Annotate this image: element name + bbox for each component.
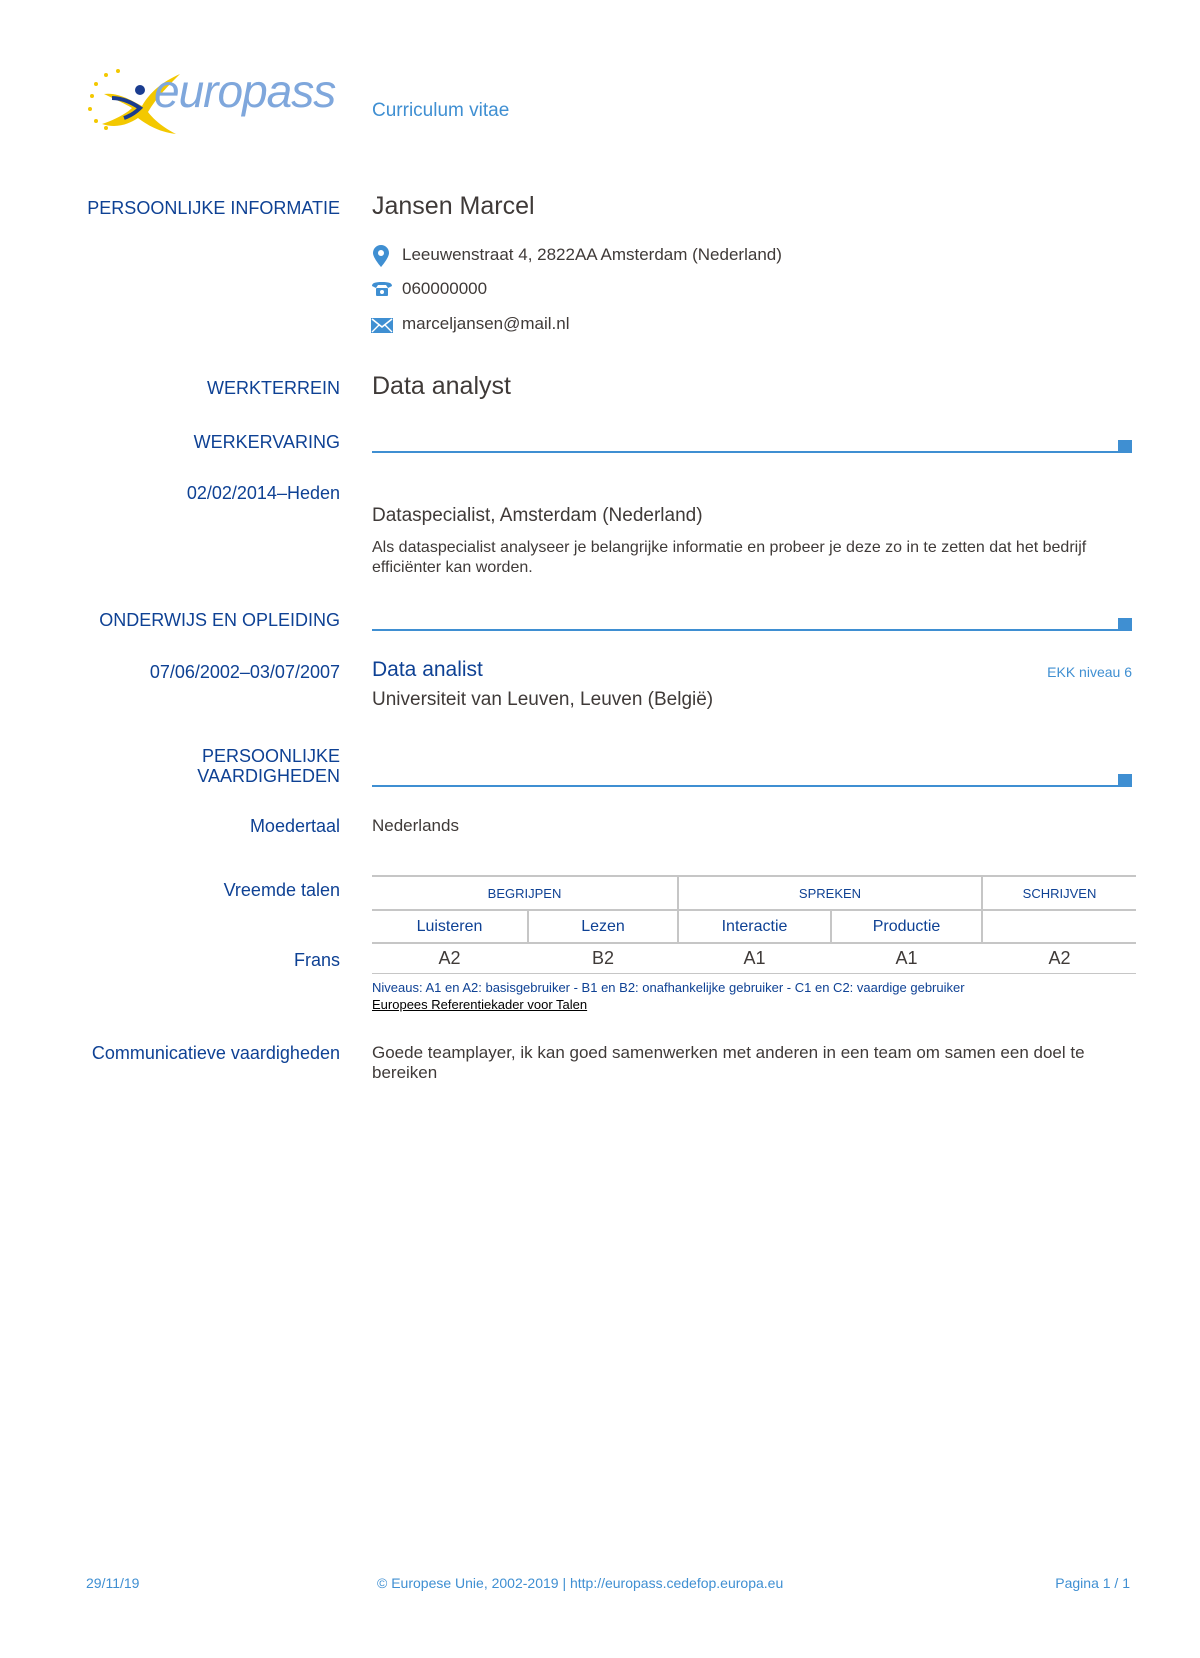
europass-logo [84, 62, 354, 142]
section-label-skills-line1: PERSOONLIJKE [201, 746, 340, 766]
table-header-understanding: BEGRIJPEN [487, 886, 562, 901]
communication-skills-label: Communicatieve vaardigheden [91, 1043, 340, 1063]
email-address: marceljansen@mail.nl [402, 314, 570, 333]
education-title: Data analist [372, 658, 483, 681]
framework-link[interactable]: Europees Referentiekader voor Talen [372, 997, 588, 1012]
education-date: 07/06/2002–03/07/2007 [149, 662, 340, 682]
level-interaction: A1 [743, 948, 766, 968]
table-subheader-listening: Luisteren [416, 918, 483, 935]
experience-date: 02/02/2014–Heden [186, 483, 340, 503]
table-header-writing: SCHRIJVEN [1022, 886, 1097, 901]
education-level: EKK niveau 6 [1047, 664, 1132, 680]
phone-number: 060000000 [402, 279, 488, 298]
language-name: Frans [293, 950, 340, 970]
address: Leeuwenstraat 4, 2822AA Amsterdam (Nederland) [402, 245, 782, 264]
phone-icon [371, 281, 393, 297]
education-school: Universiteit van Leuven, Leuven (België) [372, 689, 714, 710]
mother-tongue-label: Moedertaal [249, 816, 340, 836]
footer-date: 29/11/19 [86, 1575, 140, 1591]
table-subheader-production: Productie [872, 918, 941, 935]
person-name: Jansen Marcel [372, 192, 535, 220]
section-divider-marker [1118, 774, 1132, 787]
mother-tongue-value: Nederlands [372, 816, 459, 835]
foreign-languages-label: Vreemde talen [223, 880, 340, 900]
table-header-speaking: SPREKEN [798, 886, 862, 901]
level-reading: B2 [591, 948, 615, 968]
communication-skills-text: Goede teamplayer, ik kan goed samenwerken met anderen in een team om samen een doel te bereiken [372, 1043, 1085, 1082]
experience-description: Als dataspecialist analyseer je belangrijke informatie en probeer je deze zo in te zetten dat het bedrijf efficiënter kan worden. [372, 539, 1087, 576]
section-divider-marker [1118, 440, 1132, 453]
europass-logo-text: europass [154, 65, 336, 117]
section-divider-skills [372, 785, 1122, 787]
table-subheader-interaction: Interactie [721, 918, 788, 935]
section-divider-work [372, 451, 1122, 453]
section-label-personal-info: PERSOONLIJKE INFORMATIE [87, 198, 340, 218]
level-listening: A2 [438, 948, 461, 968]
levels-note: Niveaus: A1 en A2: basisgebruiker - B1 en B2: onafhankelijke gebruiker - C1 en C2: vaardige gebruiker [372, 980, 965, 995]
field-value: Data analyst [372, 372, 511, 400]
table-subheader-reading: Lezen [581, 918, 625, 935]
footer-page-number: Pagina 1 / 1 [1055, 1575, 1130, 1591]
section-label-work-experience: WERKERVARING [193, 432, 340, 452]
level-writing: A2 [1048, 948, 1071, 968]
document-title: Curriculum vitae [372, 100, 510, 121]
section-label-field: WERKTERREIN [206, 378, 340, 398]
section-divider-marker [1118, 618, 1132, 631]
email-envelope-icon [371, 318, 393, 333]
footer-copyright: © Europese Unie, 2002-2019 | http://europass.cedefop.europa.eu [377, 1575, 784, 1591]
location-pin-icon [373, 245, 389, 267]
level-production: A1 [895, 948, 918, 968]
section-label-education: ONDERWIJS EN OPLEIDING [99, 610, 340, 630]
section-label-skills-line2: VAARDIGHEDEN [197, 766, 340, 786]
section-divider-education [372, 629, 1122, 631]
experience-title: Dataspecialist, Amsterdam (Nederland) [372, 505, 703, 526]
